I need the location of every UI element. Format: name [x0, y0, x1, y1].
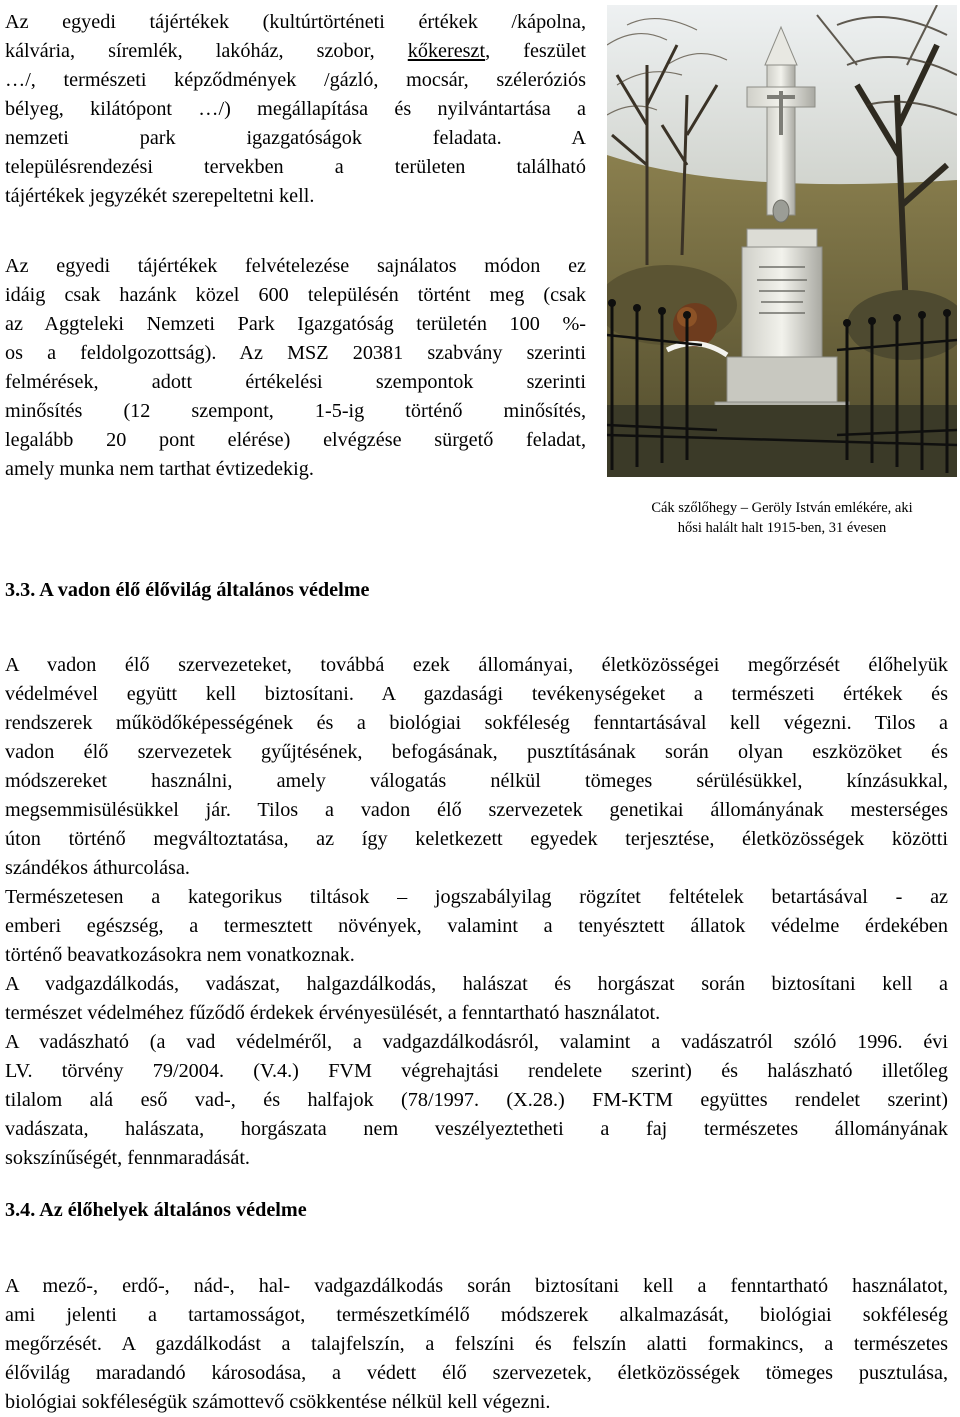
text-line: Az egyedi tájértékek (kultúrtörténeti értékek /kápolna,	[5, 11, 586, 33]
text-line	[5, 37, 586, 66]
underlined-term: kőkereszt	[407, 40, 486, 62]
text-line: tilalom alá eső vad-, és halfajok (78/1997. (X.28.) FM-KTM együttes rendelet szerint)	[5, 1089, 948, 1111]
text-line: sokszínűségét, fennmaradását.	[5, 1147, 250, 1169]
stone-cross-icon	[607, 5, 957, 477]
text-line: …/, természeti képződmények /gázló, mocsár, széleróziós	[5, 69, 586, 91]
text-line: os a feldolgozottság). Az MSZ 20381 szabvány szerinti	[5, 342, 586, 364]
text-line: úton történő megváltoztatása, az így keletkezett egyedek terjesztése, életközösségek közötti	[5, 828, 948, 850]
survey-paragraph	[5, 252, 586, 484]
text-line: vadászata, halászata, horgászata nem veszélyeztetheti a faj természetes állományának	[5, 1118, 948, 1140]
text-line: rendszerek működőképességének és a biológiai sokféleség fenntartásával kell végezni. Tilos a	[5, 712, 948, 734]
text-line: vadon élő szervezetek gyűjtésének, befogásának, pusztításának során olyan eszközöket és	[5, 741, 948, 763]
text-line: az Aggteleki Nemzeti Park Igazgatóság területén 100 %-	[5, 313, 586, 335]
text-line: módszereket használni, amely válogatás nélkül tömeges sérülésükkel, kínzásukkal,	[5, 770, 948, 792]
text-line: bélyeg, kilátópont …/) megállapítása és nyilvántartása a	[5, 98, 586, 120]
text-line: LV. törvény 79/2004. (V.4.) FVM végrehajtási rendelete szerint) és halászható illetőleg	[5, 1060, 948, 1082]
text-line: A vadon élő szervezeteket, továbbá ezek állományai, életközösségei megőrzését élőhelyük	[5, 654, 948, 676]
text-line: szándékos áthurcolása.	[5, 857, 190, 879]
text-line: legalább 20 pont elérése) elvégzése sürgető feladat,	[5, 429, 586, 451]
text-line: ami jelenti a tartamosságot, természetkímélő módszerek alkalmazását, biológiai sokféleség	[5, 1304, 948, 1326]
section-33-body	[5, 651, 948, 1173]
text-line: Természetesen a kategorikus tiltások – jogszabályilag rögzítet feltételek betartásával - az	[5, 886, 948, 908]
text-line: településrendezési tervekben a területen található	[5, 156, 586, 178]
text-line: megőrzését. A gazdálkodást a talajfelszín, a felszíni és felszín alatti formakincs, a természetes	[5, 1333, 948, 1355]
text-line: A vadászható (a vad védelméről, a vadgazdálkodásról, valamint a vadászatról szóló 1996. évi	[5, 1031, 948, 1053]
photo-caption	[607, 498, 957, 538]
caption-line: hősi halált halt 1915-ben, 31 évesen	[677, 520, 887, 536]
text-line: emberi egészség, a termesztett növények, valamint a tenyésztett állatok védelme érdekében	[5, 915, 948, 937]
intro-paragraph	[5, 8, 586, 211]
text-line: A mező-, erdő-, nád-, hal- vadgazdálkodás során biztosítani kell a fenntartható használatot,	[5, 1275, 948, 1297]
section-heading: 3.3. A vadon élő élővilág általános védelme	[5, 579, 370, 601]
text-line: felmérések, adott értékelési szempontok szerinti	[5, 371, 586, 393]
text-line: nemzeti park igazgatóságok feladata. A	[5, 127, 586, 149]
memorial-cross-photo	[607, 5, 957, 477]
text-line: minősítés (12 szempont, 1-5-ig történő minősítés,	[5, 400, 586, 422]
text-fragment: kálvária, síremlék, lakóház, szobor,	[5, 40, 408, 62]
text-line: idáig csak hazánk közel 600 településén történt meg (csak	[5, 284, 586, 306]
text-fragment: , feszület	[485, 40, 586, 62]
text-line: biológiai sokféleségük számottevő csökkentése nélkül kell végezni.	[5, 1391, 551, 1413]
caption-line: Cák szőlőhegy – Geröly István emlékére, aki	[651, 500, 913, 516]
text-line: természet védelméhez fűződő érdekek érvényesülését, a fenntartható használatot.	[5, 1002, 661, 1024]
text-line: megsemmisülésükkel jár. Tilos a vadon élő szervezetek genetikai állományának mesterséges	[5, 799, 948, 821]
section-heading: 3.4. Az élőhelyek általános védelme	[5, 1199, 307, 1221]
section-34-body	[5, 1272, 948, 1417]
text-line: A vadgazdálkodás, vadászat, halgazdálkodás, halászat és horgászat során biztosítani kell a	[5, 973, 948, 995]
text-line: védelmével együtt kell biztosítani. A gazdasági tevékenységeket a természeti értékek és	[5, 683, 948, 705]
text-line: történő beavatkozásokra nem vonatkoznak.	[5, 944, 355, 966]
text-line: amely munka nem tarthat évtizedekig.	[5, 458, 314, 480]
text-line: élővilág maradandó károsodása, a védett élő szervezetek, életközösségek tömeges pusztulása,	[5, 1362, 948, 1384]
text-line: Az egyedi tájértékek felvételezése sajnálatos módon ez	[5, 255, 586, 277]
text-line: tájértékek jegyzékét szerepeltetni kell.	[5, 185, 315, 207]
